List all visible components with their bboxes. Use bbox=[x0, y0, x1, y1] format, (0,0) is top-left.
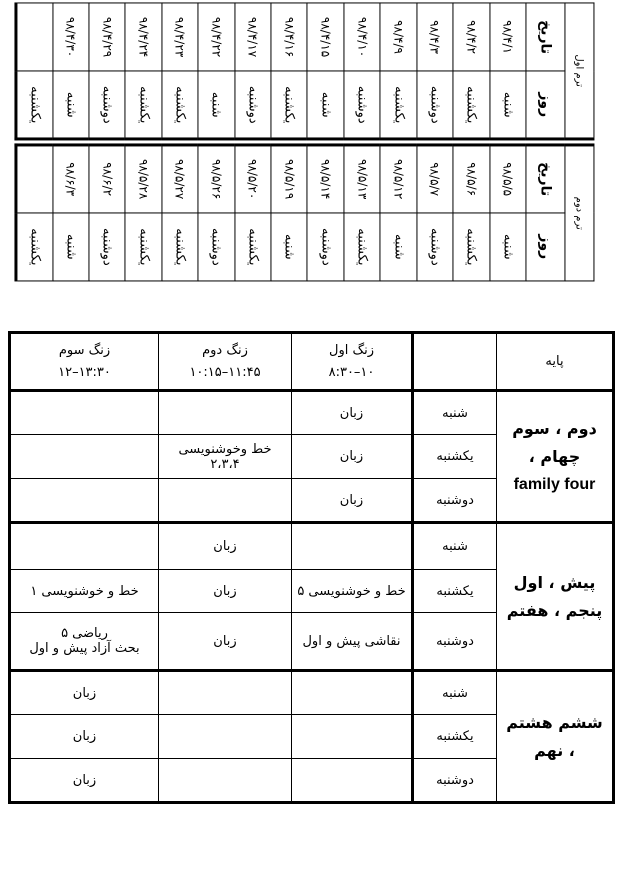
term2-date-header: تاریخ bbox=[525, 144, 564, 212]
bell1-label: زنگ اول bbox=[329, 342, 374, 358]
term1-day-cell: یکشنبه bbox=[453, 71, 489, 139]
bell3-cell bbox=[10, 613, 159, 671]
grade-group-3-line2: ، نهم bbox=[534, 740, 575, 760]
bell1-cell: زبان bbox=[292, 479, 413, 523]
term2-day-cell: یکشنبه bbox=[343, 212, 379, 280]
term1-day-cell: یکشنبه bbox=[271, 71, 307, 139]
calendar-row bbox=[52, 2, 88, 280]
calendar-header-row bbox=[525, 2, 564, 280]
bell2-cell bbox=[159, 759, 292, 803]
bell2-cell bbox=[159, 479, 292, 523]
term2-date-cell: ۹۸/۵/۷ bbox=[416, 144, 452, 212]
calendar-row bbox=[88, 2, 124, 280]
term2-day-cell: شنبه bbox=[271, 212, 307, 280]
bell2-label: زنگ دوم bbox=[202, 342, 248, 358]
bell2-cell: زبان bbox=[159, 613, 292, 671]
day-cell: شنبه bbox=[413, 391, 497, 435]
term1-day-cell: شنبه bbox=[52, 71, 88, 139]
bell1-time: ۱۰–۸:۳۰ bbox=[328, 364, 375, 380]
calendar-row bbox=[307, 2, 343, 280]
calendar-row bbox=[453, 2, 489, 280]
term2-day-cell: دوشنبه bbox=[416, 212, 452, 280]
term1-day-cell: یکشنبه bbox=[380, 71, 416, 139]
day-cell: شنبه bbox=[413, 523, 497, 570]
calendar-row bbox=[380, 2, 416, 280]
term2-date-cell: ۹۸/۵/۶ bbox=[453, 144, 489, 212]
term1-date-cell: ۹۸/۴/۱ bbox=[489, 2, 525, 70]
term1-day-cell: دوشنبه bbox=[416, 71, 452, 139]
calendar-row bbox=[343, 2, 379, 280]
term1-date-cell: ۹۸/۴/۲۹ bbox=[88, 2, 124, 70]
term1-date-cell bbox=[16, 2, 52, 70]
grade-header: پایه bbox=[497, 333, 614, 391]
term2-day-header: روز bbox=[525, 212, 564, 280]
bell2-cell bbox=[159, 671, 292, 715]
term2-date-cell: ۹۸/۵/۵ bbox=[489, 144, 525, 212]
term1-day-cell: شنبه bbox=[489, 71, 525, 139]
bell2-header bbox=[159, 333, 292, 391]
bell1-cell: نقاشی پیش و اول bbox=[292, 613, 413, 671]
term2-day-cell: دوشنبه bbox=[307, 212, 343, 280]
day-cell: دوشنبه bbox=[413, 479, 497, 523]
term2-day-cell: یکشنبه bbox=[161, 212, 197, 280]
term2-title: ترم دوم bbox=[564, 144, 593, 280]
bell1-header bbox=[292, 333, 413, 391]
term1-date-cell: ۹۸/۴/۱۰ bbox=[343, 2, 379, 70]
bell2-cell: خط وخوشنویسی ۲،۳،۴ bbox=[159, 435, 292, 479]
bell3-cell bbox=[10, 391, 159, 435]
calendar-term-row bbox=[564, 2, 593, 280]
term2-date-cell bbox=[16, 144, 52, 212]
term1-day-cell: شنبه bbox=[198, 71, 234, 139]
term2-date-cell: ۹۸/۵/۱۳ bbox=[343, 144, 379, 212]
term2-date-cell: ۹۸/۶/۲ bbox=[88, 144, 124, 212]
term1-day-cell: دوشنبه bbox=[343, 71, 379, 139]
term1-day-cell: شنبه bbox=[307, 71, 343, 139]
bell1-cell bbox=[292, 523, 413, 570]
day-cell: یکشنبه bbox=[413, 570, 497, 613]
term1-day-cell: دوشنبه bbox=[88, 71, 124, 139]
calendar-row bbox=[16, 2, 52, 280]
schedule-row bbox=[10, 391, 614, 435]
term1-day-cell: یکشنبه bbox=[161, 71, 197, 139]
bell3-time: ۱۳:۳۰–۱۲ bbox=[58, 364, 111, 380]
term2-day-cell: یکشنبه bbox=[16, 212, 52, 280]
term2-day-cell: شنبه bbox=[52, 212, 88, 280]
bell1-cell: خط و خوشنویسی ۵ bbox=[292, 570, 413, 613]
bell1-cell bbox=[292, 759, 413, 803]
bell3-header bbox=[10, 333, 159, 391]
calendar-row bbox=[416, 2, 452, 280]
term2-date-cell: ۹۸/۵/۲۰ bbox=[234, 144, 270, 212]
term1-day-header: روز bbox=[525, 71, 564, 139]
bell2-time: ۱۱:۴۵–۱۰:۱۵ bbox=[189, 364, 261, 380]
term1-day-cell: دوشنبه bbox=[234, 71, 270, 139]
calendar-row bbox=[234, 2, 270, 280]
bell3-label: زنگ سوم bbox=[58, 342, 111, 358]
bell3-cell: زبان bbox=[10, 759, 159, 803]
calendar-row bbox=[125, 2, 161, 280]
term1-date-cell: ۹۸/۴/۲۲ bbox=[198, 2, 234, 70]
term1-day-cell: یکشنبه bbox=[125, 71, 161, 139]
bell3-cell bbox=[10, 479, 159, 523]
bell3-cell bbox=[10, 523, 159, 570]
day-cell: یکشنبه bbox=[413, 435, 497, 479]
term1-date-cell: ۹۸/۴/۱۵ bbox=[307, 2, 343, 70]
calendar-table-wrapper bbox=[16, 0, 592, 279]
schedule-row bbox=[10, 671, 614, 715]
bell1-cell: زبان bbox=[292, 391, 413, 435]
grade-group-1 bbox=[497, 391, 614, 523]
term1-date-cell: ۹۸/۴/۲۳ bbox=[161, 2, 197, 70]
term2-date-cell: ۹۸/۶/۳ bbox=[52, 144, 88, 212]
bell2-cell: زبان bbox=[159, 523, 292, 570]
grade-group-3 bbox=[497, 671, 614, 803]
schedule-header-row bbox=[10, 333, 614, 391]
term2-date-cell: ۹۸/۵/۱۹ bbox=[271, 144, 307, 212]
term1-date-cell: ۹۸/۴/۱۶ bbox=[271, 2, 307, 70]
grade-group-1-line3: family four bbox=[513, 475, 596, 493]
term2-date-cell: ۹۸/۵/۲۸ bbox=[125, 144, 161, 212]
grade-group-1-line2: چهام ، bbox=[528, 446, 581, 466]
day-cell: یکشنبه bbox=[413, 715, 497, 759]
day-header-empty bbox=[413, 333, 497, 391]
bell3-cell: خط و خوشنویسی ۱ bbox=[10, 570, 159, 613]
term2-date-cell: ۹۸/۵/۱۴ bbox=[307, 144, 343, 212]
grade-group-2-line2: پنجم ، هفتم bbox=[506, 600, 603, 620]
calendar-row bbox=[271, 2, 307, 280]
day-cell: دوشنبه bbox=[413, 759, 497, 803]
term1-title: ترم اول bbox=[564, 2, 593, 138]
bell2-cell bbox=[159, 715, 292, 759]
day-cell: دوشنبه bbox=[413, 613, 497, 671]
term2-date-cell: ۹۸/۵/۲۶ bbox=[198, 144, 234, 212]
bell3-cell bbox=[10, 435, 159, 479]
term2-day-cell: یکشنبه bbox=[453, 212, 489, 280]
term2-day-cell: دوشنبه bbox=[88, 212, 124, 280]
bell3-cell-line1: ریاضی ۵ bbox=[61, 626, 108, 641]
term1-date-header: تاریخ bbox=[525, 2, 564, 70]
bell1-cell bbox=[292, 715, 413, 759]
term1-date-cell: ۹۸/۴/۳ bbox=[416, 2, 452, 70]
term1-date-cell: ۹۸/۴/۲ bbox=[453, 2, 489, 70]
term1-date-cell: ۹۸/۴/۱۷ bbox=[234, 2, 270, 70]
term2-day-cell: یکشنبه bbox=[125, 212, 161, 280]
bell1-cell bbox=[292, 671, 413, 715]
bell3-cell-line2: بحث آزاد پیش و اول bbox=[29, 641, 140, 656]
class-schedule-table bbox=[8, 331, 615, 804]
term2-day-cell: یکشنبه bbox=[234, 212, 270, 280]
calendar-row bbox=[198, 2, 234, 280]
term2-date-cell: ۹۸/۵/۲۷ bbox=[161, 144, 197, 212]
bell1-cell: زبان bbox=[292, 435, 413, 479]
term1-date-cell: ۹۸/۴/۳۰ bbox=[52, 2, 88, 70]
term1-day-cell: یکشنبه bbox=[16, 71, 52, 139]
bell3-cell: زبان bbox=[10, 715, 159, 759]
calendar-row bbox=[161, 2, 197, 280]
term2-day-cell: دوشنبه bbox=[198, 212, 234, 280]
term1-date-cell: ۹۸/۴/۹ bbox=[380, 2, 416, 70]
calendar-table bbox=[14, 2, 594, 281]
bell2-cell: زبان bbox=[159, 570, 292, 613]
day-cell: شنبه bbox=[413, 671, 497, 715]
term2-date-cell: ۹۸/۵/۱۲ bbox=[380, 144, 416, 212]
grade-group-3-line1: ششم هشتم bbox=[506, 712, 603, 732]
term1-date-cell: ۹۸/۴/۲۴ bbox=[125, 2, 161, 70]
schedule-row bbox=[10, 523, 614, 570]
grade-group-1-line1: دوم ، سوم bbox=[512, 418, 597, 438]
bell3-cell: زبان bbox=[10, 671, 159, 715]
calendar-row bbox=[489, 2, 525, 280]
grade-group-2 bbox=[497, 523, 614, 671]
bell2-cell bbox=[159, 391, 292, 435]
term2-day-cell: شنبه bbox=[380, 212, 416, 280]
term2-day-cell: شنبه bbox=[489, 212, 525, 280]
grade-group-2-line1: پیش ، اول bbox=[513, 572, 596, 592]
